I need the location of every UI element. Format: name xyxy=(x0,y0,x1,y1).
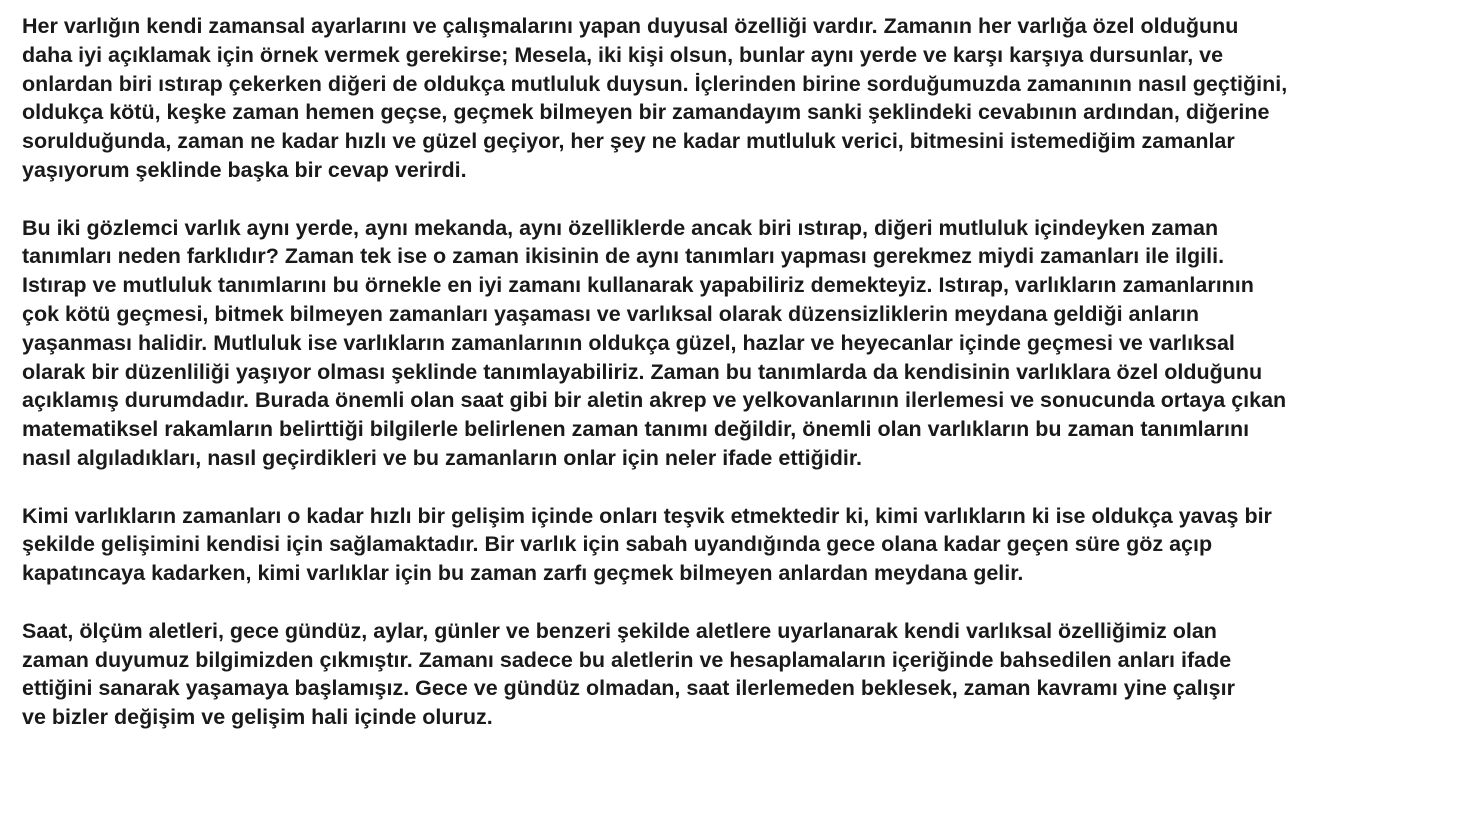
text-line: Istırap ve mutluluk tanımlarını bu örnekle en iyi zamanı kullanarak yapabiliriz demekteyiz. Istırap, varlıkların zamanlarının xyxy=(22,273,1254,298)
text-line: çok kötü geçmesi, bitmek bilmeyen zamanları yaşaması ve varlıksal olarak düzensizliklerin meydana geldiği anların xyxy=(22,301,1200,326)
text-line: Her varlığın kendi zamansal ayarlarını ve çalışmalarını yapan duyusal özelliği vardır. Zamanın her varlığa özel olduğunu xyxy=(22,14,1239,38)
text-line: ve bizler değişim ve gelişim hali içinde oluruz. xyxy=(22,705,493,730)
text-line: Kimi varlıkların zamanları o kadar hızlı bir gelişim içinde onları teşvik etmektedir ki, kimi varlıkların ki ise oldukça yavaş bir xyxy=(22,503,1272,528)
text-line: şekilde gelişimini kendisi için sağlamaktadır. Bir varlık için sabah uyandığında gece olana kadar geçen süre göz açıp xyxy=(22,532,1213,557)
text-line: sorulduğunda, zaman ne kadar hızlı ve güzel geçiyor, her şey ne kadar mutluluk verici, bitmesini istemediğim zamanlar xyxy=(22,129,1235,154)
text-line: yaşanması halidir. Mutluluk ise varlıkların zamanlarının oldukça güzel, hazlar ve heyecanlar içinde geçmesi ve varlıksal xyxy=(22,330,1235,355)
text-line: yaşıyorum şeklinde başka bir cevap verirdi. xyxy=(22,157,467,182)
paragraph-2 xyxy=(22,214,1443,473)
paragraph-4 xyxy=(22,617,1443,732)
text-line: daha iyi açıklamak için örnek vermek gerekirse; Mesela, iki kişi olsun, bunlar aynı yerde ve karşı karşıya dursunlar, ve xyxy=(22,42,1224,67)
text-line: tanımları neden farklıdır? Zaman tek ise o zaman ikisinin de aynı tanımları yapması gerekmez miydi zamanları ile ilgili. xyxy=(22,244,1225,269)
text-line: Bu iki gözlemci varlık aynı yerde, aynı mekanda, aynı özelliklerde ancak biri ıstırap, diğeri mutluluk içindeyken zaman xyxy=(22,215,1219,240)
text-line: açıklamış durumdadır. Burada önemli olan saat gibi bir aletin akrep ve yelkovanlarının ilerlemesi ve sonucunda ortaya çıkan xyxy=(22,388,1287,413)
paragraph-1 xyxy=(22,12,1443,185)
text-line: Saat, ölçüm aletleri, gece gündüz, aylar, günler ve benzeri şekilde aletlere uyarlanarak kendi varlıksal özelliğimiz olan xyxy=(22,618,1217,643)
text-line: kapatıncaya kadarken, kimi varlıklar için bu zaman zarfı geçmek bilmeyen anlardan meydana gelir. xyxy=(22,561,1024,586)
paragraph-3 xyxy=(22,502,1443,588)
text-line: nasıl algıladıkları, nasıl geçirdikleri ve bu zamanların onlar için neler ifade ettiğidir. xyxy=(22,445,862,470)
text-line: olarak bir düzenliliği yaşıyor olması şeklinde tanımlayabiliriz. Zaman bu tanımlarda da kendisinin varlıklara özel olduğunu xyxy=(22,359,1263,384)
text-line: ettiğini sanarak yaşamaya başlamışız. Gece ve gündüz olmadan, saat ilerlemeden beklesek, zaman kavramı yine çalışır xyxy=(22,676,1235,701)
text-line: oldukça kötü, keşke zaman hemen geçse, geçmek bilmeyen bir zamandayım sanki şeklindeki cevabının ardından, diğerine xyxy=(22,100,1270,125)
text-line: matematiksel rakamların belirttiği bilgilerle belirlenen zaman tanımı değildir, önemli olan varlıkların bu zaman tanımlarını xyxy=(22,417,1250,442)
text-line: zaman duyumuz bilgimizden çıkmıştır. Zamanı sadece bu aletlerin ve hesaplamaların içeriğinde bahsedilen anları ifade xyxy=(22,647,1232,672)
text-line: onlardan biri ıstırap çekerken diğeri de oldukça mutluluk duysun. İçlerinden birine sorduğumuzda zamanının nasıl geçtiğini, xyxy=(22,71,1288,96)
